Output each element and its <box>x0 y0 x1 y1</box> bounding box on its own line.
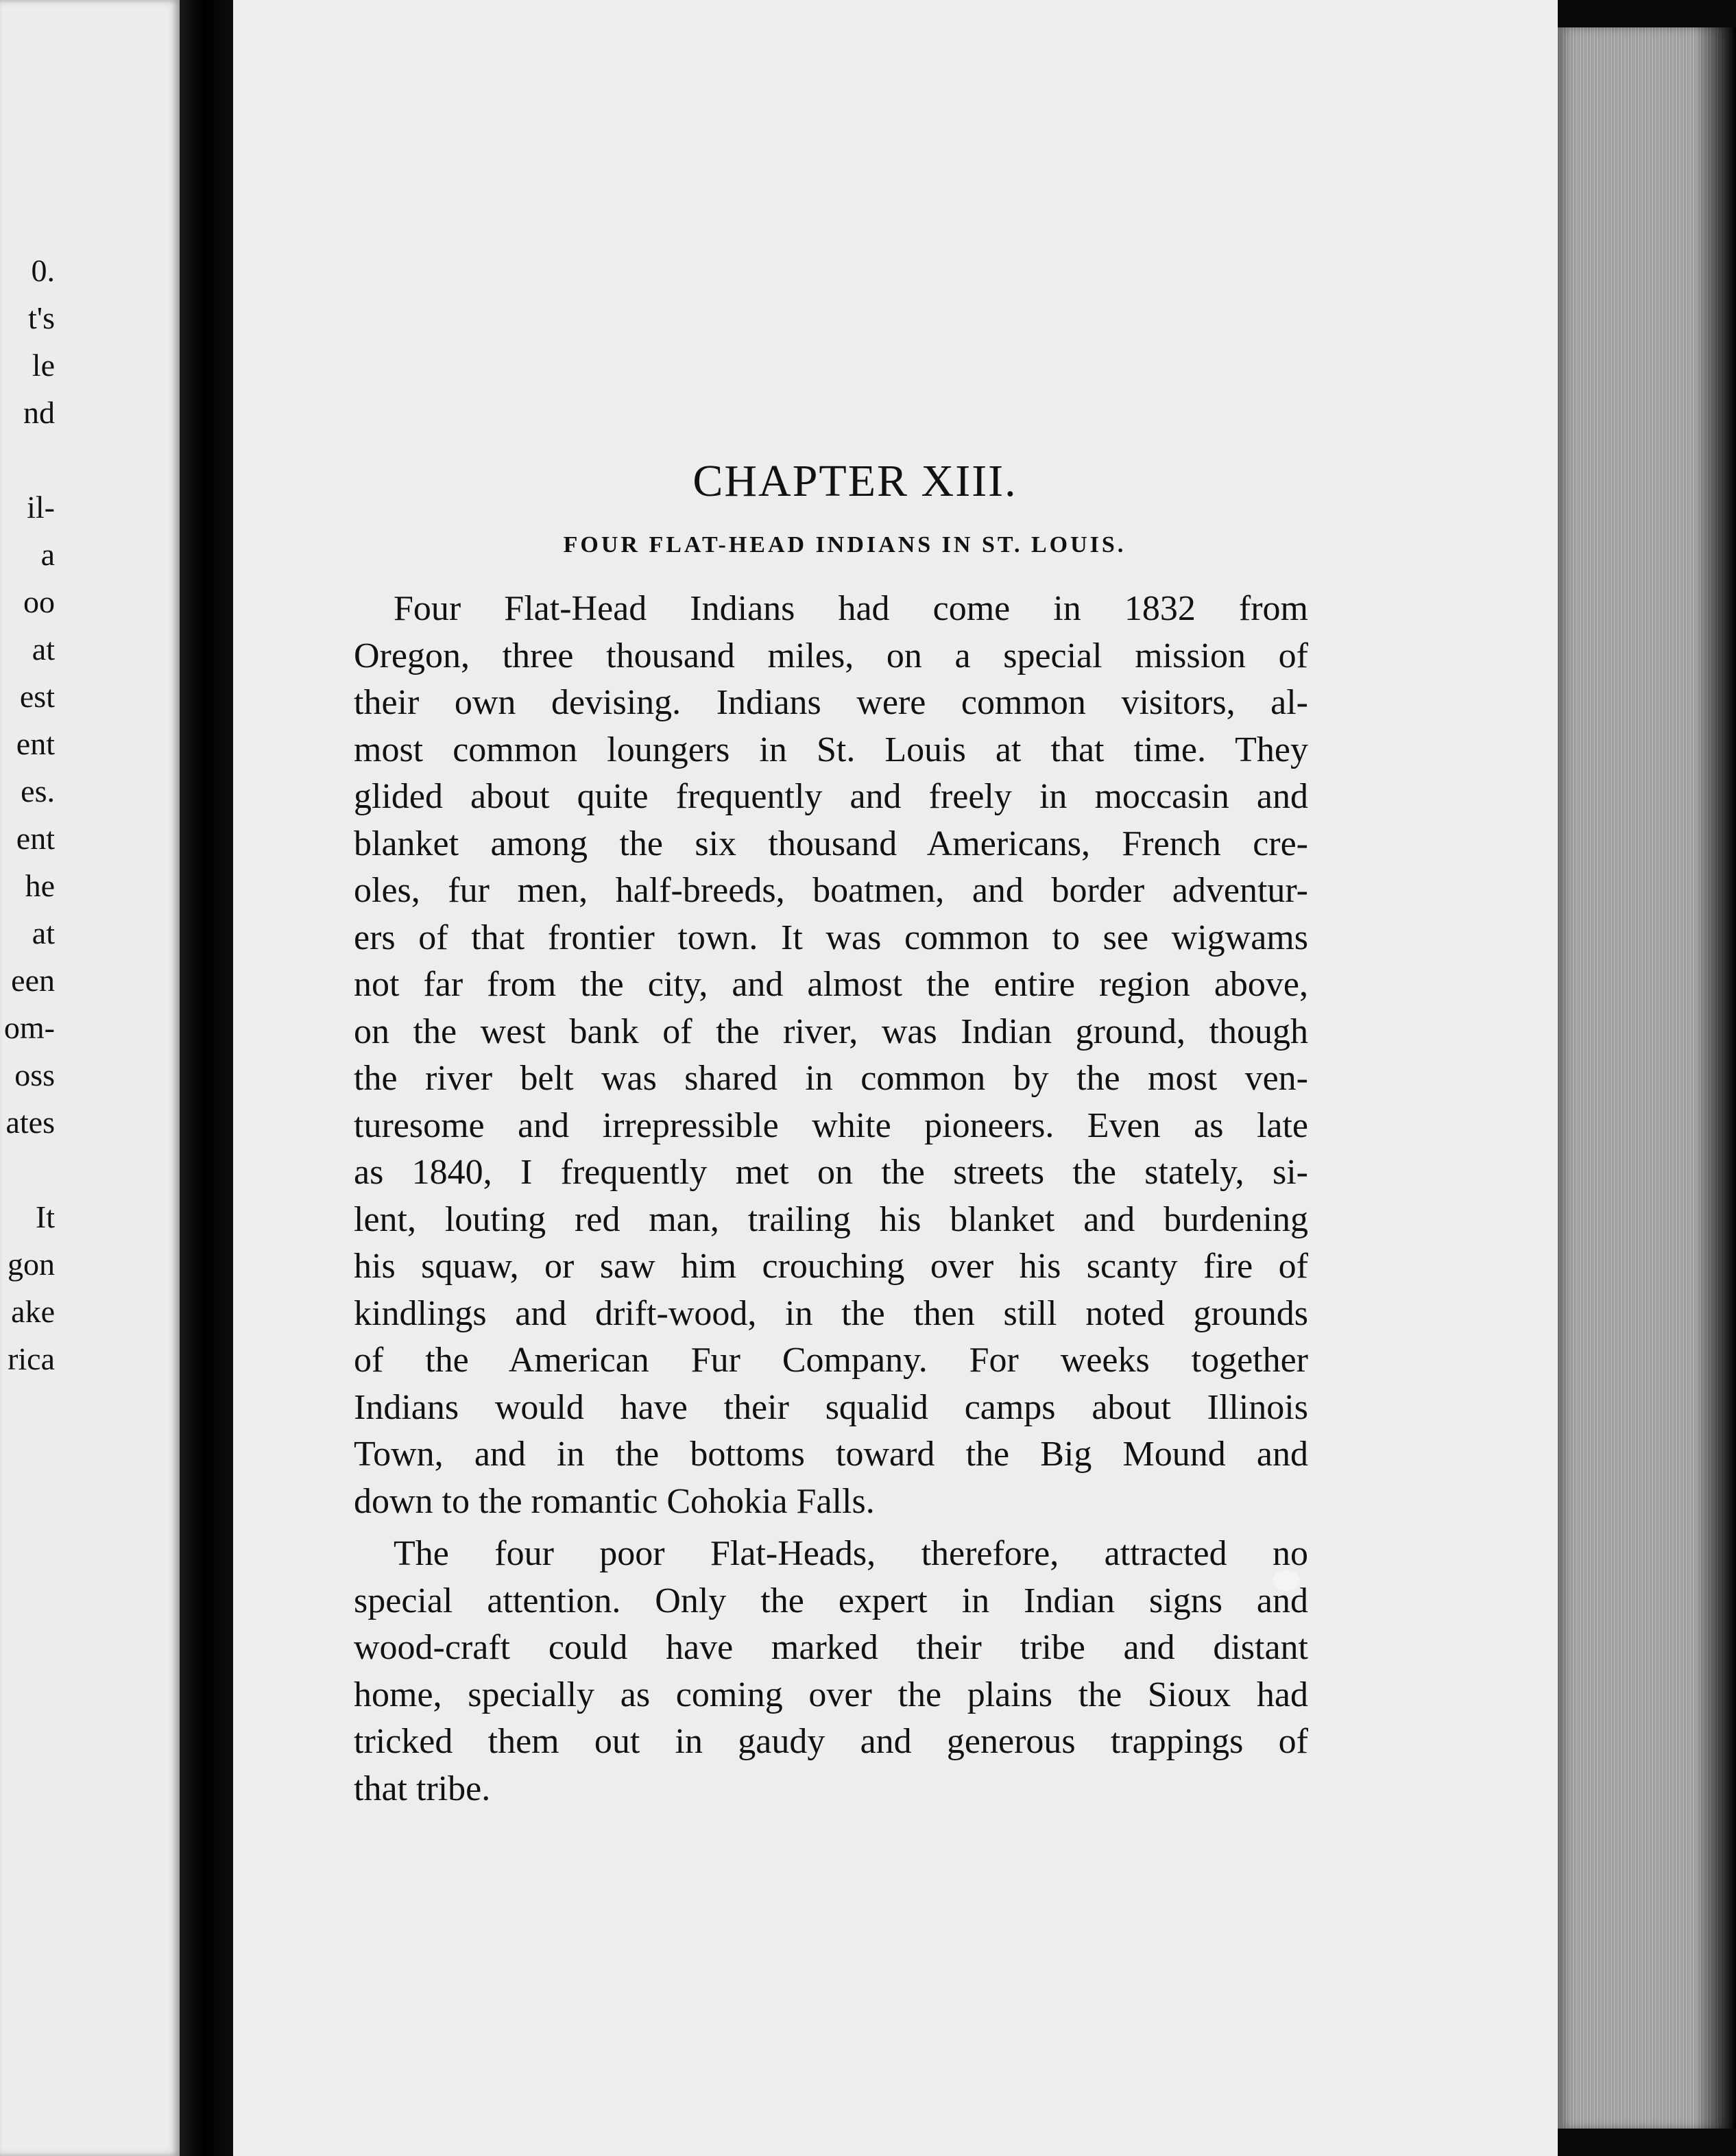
book-gutter <box>180 0 233 2156</box>
left-page-text-fragments <box>0 247 55 1382</box>
text-line: turesome and irrepressible white pioneers. Even as late <box>354 1105 1308 1145</box>
left-fragment: oss <box>14 1057 55 1092</box>
text-line: blanket among the six thousand Americans, French cre- <box>354 824 1308 863</box>
left-fragment: at <box>32 915 55 950</box>
text-line: home, specially as coming over the plains the Sioux had <box>354 1675 1308 1714</box>
left-fragment: ates <box>5 1105 55 1140</box>
text-line: The four poor Flat-Heads, therefore, attracted no <box>394 1534 1308 1573</box>
text-line: that tribe. <box>354 1769 491 1808</box>
text-line: special attention. Only the expert in Indian signs and <box>354 1581 1308 1620</box>
left-fragment-gap <box>0 436 55 483</box>
text-line: lent, louting red man, trailing his blanket and burdening <box>354 1199 1308 1239</box>
left-fragment: om- <box>3 1010 55 1045</box>
left-fragment: ent <box>16 726 55 761</box>
text-line: ers of that frontier town. It was common to see wigwams <box>354 918 1308 957</box>
left-fragment-gap <box>0 1146 55 1193</box>
text-line: Oregon, three thousand miles, on a special mission of <box>354 636 1308 675</box>
left-fragment: nd <box>23 395 55 430</box>
text-line: most common loungers in St. Louis at that time. They <box>354 730 1308 769</box>
text-line: as 1840, I frequently met on the streets the stately, si- <box>354 1153 1308 1192</box>
left-fragment: il- <box>27 490 55 525</box>
paragraph <box>354 586 1308 1525</box>
page-text <box>354 455 1308 1812</box>
text-line: oles, fur men, half-breeds, boatmen, and border adventur- <box>354 871 1308 910</box>
text-line: his squaw, or saw him crouching over his scanty fire of <box>354 1247 1308 1286</box>
left-fragment: een <box>11 963 55 998</box>
text-line: wood-craft could have marked their tribe and distant <box>354 1628 1308 1667</box>
text-line: Indians would have their squalid camps about Illinois <box>354 1387 1308 1427</box>
left-facing-page <box>0 0 180 2156</box>
text-line: tricked them out in gaudy and generous trappings of <box>354 1722 1308 1761</box>
left-fragment: 0. <box>31 253 55 288</box>
left-fragment: It <box>35 1199 55 1234</box>
chapter-title: CHAPTER XIII. <box>692 456 1017 506</box>
left-fragment: es. <box>21 774 55 809</box>
book-page-edges <box>1558 27 1736 2129</box>
text-line: on the west bank of the river, was Indian ground, though <box>354 1011 1308 1051</box>
text-line: Four Flat-Head Indians had come in 1832 from <box>394 589 1308 628</box>
text-line: Town, and in the bottoms toward the Big Mound and <box>354 1435 1308 1474</box>
left-fragment: gon <box>8 1247 55 1282</box>
left-fragment: ake <box>11 1294 55 1329</box>
chapter-subtitle: FOUR FLAT-HEAD INDIANS IN ST. LOUIS. <box>563 532 1126 558</box>
paragraph <box>354 1531 1308 1812</box>
left-fragment: ent <box>16 821 55 856</box>
left-fragment: rica <box>8 1341 55 1376</box>
left-fragment: he <box>25 868 55 903</box>
left-fragment: a <box>40 537 55 572</box>
text-line: kindlings and drift-wood, in the then still noted grounds <box>354 1293 1308 1333</box>
text-line: glided about quite frequently and freely in moccasin and <box>354 777 1308 816</box>
left-fragment: at <box>32 632 55 667</box>
left-fragment: t's <box>28 300 55 335</box>
text-line: down to the romantic Cohokia Falls. <box>354 1481 875 1521</box>
left-fragment: oo <box>23 584 55 619</box>
text-line: of the American Fur Company. For weeks together <box>354 1341 1308 1380</box>
left-fragment: est <box>19 679 55 714</box>
text-line: their own devising. Indians were common visitors, al- <box>354 683 1308 722</box>
left-fragment: le <box>32 348 55 383</box>
text-line: the river belt was shared in common by the most ven- <box>354 1059 1308 1098</box>
text-line: not far from the city, and almost the entire region above, <box>354 965 1308 1004</box>
